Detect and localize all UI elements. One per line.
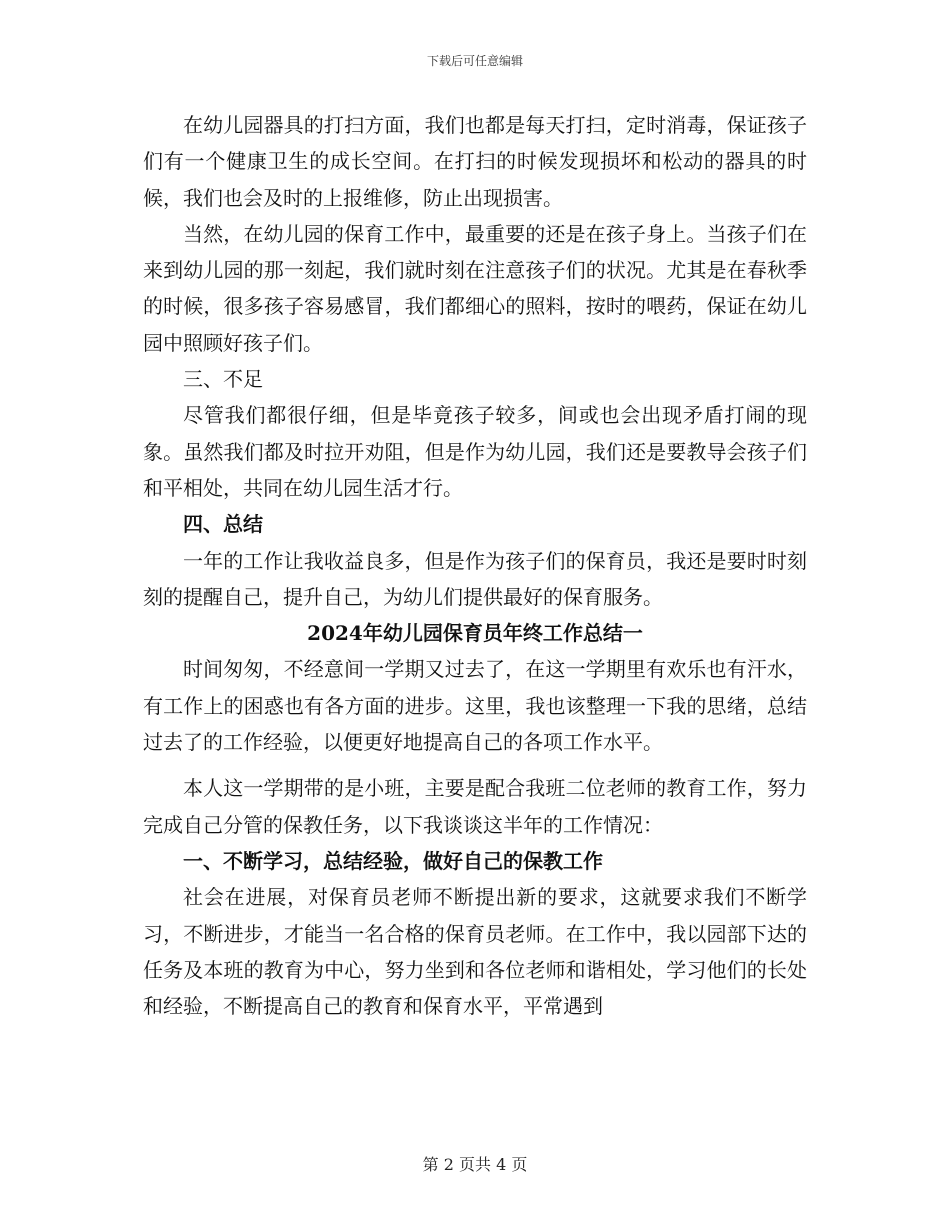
paragraph-intro: 时间匆匆，不经意间一学期又过去了，在这一学期里有欢乐也有汗水，有工作上的困惑也有各方面的进步。这里，我也该整理一下我的思绪，总结过去了的工作经验，以便更好地提高自己的各项工作水平。 xyxy=(143,657,807,755)
paragraph-summary: 一年的工作让我收益良多，但是作为孩子们的保育员，我还是要时时刻刻的提醒自己，提升自己，为幼儿们提供最好的保育服务。 xyxy=(143,548,807,609)
section-heading-summary: 四、总结 xyxy=(183,512,263,537)
page-header: 下载后可任意编辑 xyxy=(426,54,523,68)
paragraph-continuous-learning: 社会在进展，对保育员老师不断提出新的要求，这就要求我们不断学习，不断进步，才能当一名合格的保育员老师。在工作中，我以园部下达的任务及本班的教育为中心，努力坐到和各位老师和谐相处，学习他们的长处和经验，不断提高自己的教育和保育水平，平常遇到 xyxy=(143,885,807,1019)
paragraph-child-care: 当然，在幼儿园的保育工作中，最重要的还是在孩子身上。当孩子们在来到幼儿园的那一刻起，我们就时刻在注意孩子们的状况。尤其是在春秋季的时候，很多孩子容易感冒，我们都细心的照料，按时的喂药，保证在幼儿园中照顾好孩子们。 xyxy=(143,221,807,355)
page-footer: 第 2 页共 4 页 xyxy=(422,1155,528,1174)
paragraph-shortcomings: 尽管我们都很仔细，但是毕竟孩子较多，间或也会出现矛盾打闹的现象。虽然我们都及时拉开劝阻，但是作为幼儿园，我们还是要教导会孩子们和平相处，共同在幼儿园生活才行。 xyxy=(143,403,807,500)
section-heading-shortcomings: 三、不足 xyxy=(183,367,263,392)
paragraph-equipment-cleaning: 在幼儿园器具的打扫方面，我们也都是每天打扫，定时消毒，保证孩子们有一个健康卫生的成长空间。在打扫的时候发现损坏和松动的器具的时候，我们也会及时的上报维修，防止出现损害。 xyxy=(143,113,807,210)
section-heading-continuous-learning: 一、不断学习，总结经验，做好自己的保教工作 xyxy=(183,848,603,873)
document-title: 2024年幼儿园保育员年终工作总结一 xyxy=(307,621,643,646)
document-body xyxy=(143,107,807,1024)
paragraph-class-role: 本人这一学期带的是小班，主要是配合我班二位老师的教育工作，努力完成自己分管的保教任务，以下我谈谈这半年的工作情况： xyxy=(143,776,807,837)
